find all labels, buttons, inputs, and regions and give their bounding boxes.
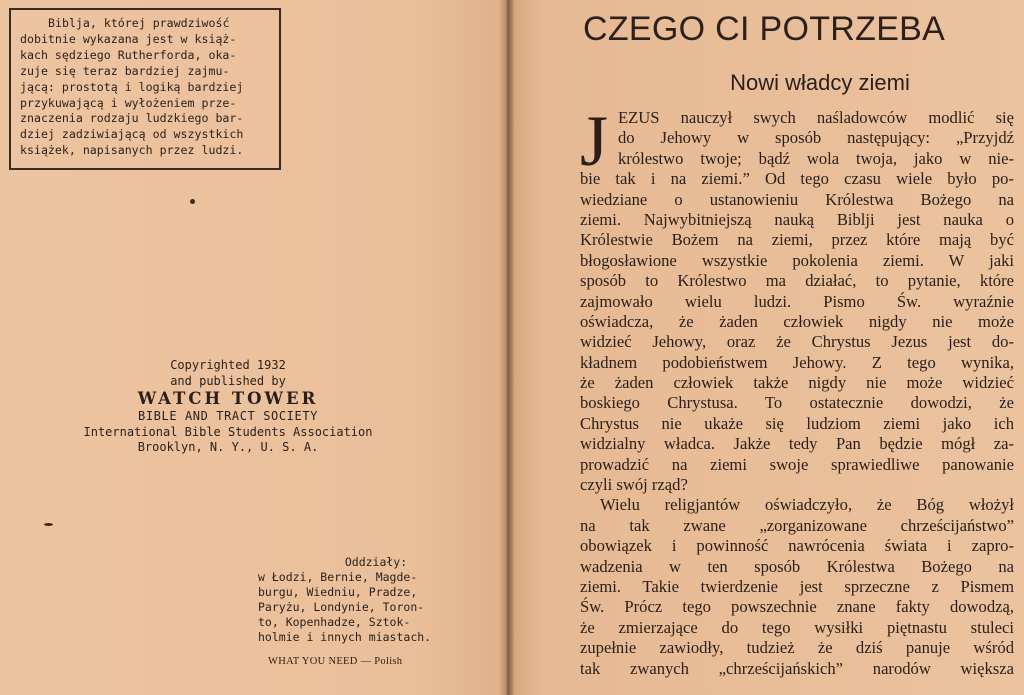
boxed-note: [9, 8, 281, 170]
copyright-line: Copyrighted 1932: [170, 358, 286, 372]
body-line: Wielu religjantów oświadczyło, że Bóg włożył: [600, 495, 1014, 515]
body-line: błogosławione wszystkie pokolenia ziemi. W jaki: [580, 250, 1014, 270]
body-text: [580, 101, 1014, 679]
book-gutter: [500, 0, 514, 695]
body-line: sposób to Królestwo ma działać, to pytanie, które: [580, 271, 1014, 291]
body-line: na tak zwane „zorganizowane chrześcijaństwo”: [580, 515, 1014, 535]
boxed-note-line: dziej zadziwiającą od wszystkich: [20, 127, 244, 142]
boxed-note-line: jącą: prostotą i logiką bardziej: [20, 79, 244, 94]
copyright-line: International Bible Students Association: [83, 424, 373, 439]
body-line: oświadcza, że żaden człowiek nigdy nie może: [580, 311, 1014, 331]
body-line: boskiego Chrystusa. To ostatecznie dowodzi, że: [580, 393, 1014, 413]
branches-line: burgu, Wiedniu, Pradze,: [258, 585, 418, 600]
chapter-title: CZEGO CI POTRZEBA: [583, 10, 946, 48]
boxed-note-line: znaczenia rodzaju ludzkiego bar-: [20, 111, 244, 126]
body-line: czyli swój rząd?: [580, 475, 688, 495]
body-line: ziemi. Najwybitniejszą nauką Biblji jest nauka o: [580, 209, 1014, 229]
body-line: wiedziane o ustanowieniu Królestwa Bożego na: [580, 189, 1014, 209]
body-line: Św. Prócz tego powszechnie znane fakty dowodzą,: [580, 597, 1014, 617]
body-line: tak zwanych „chrześcijańskich” narodów większa: [580, 658, 1014, 678]
body-line: bie tak i na ziemi.” Od tego czasu wiele było po-: [580, 169, 1014, 189]
ink-speck: [190, 199, 195, 204]
body-line: że żaden człowiek także nigdy nie może widzieć: [580, 373, 1014, 393]
copyright-line: Brooklyn, N. Y., U. S. A.: [137, 440, 319, 455]
body-line: że zmierzające do tego wysiłki piętnastu stuleci: [580, 617, 1014, 637]
boxed-note-line: przykuwającą i wyłożeniem prze-: [20, 95, 237, 110]
body-line: wadzenia w ten sposób Królestwa Bożego na: [580, 556, 1014, 576]
body-line: do Jehowy w sposób następujący: „Przyjdź: [618, 128, 1014, 148]
body-line: widzieć Jehowy, oraz że Chrystus Jezus jest do-: [580, 332, 1014, 352]
body-line: zajmowało wielu ludzi. Pismo Św. wyraźnie: [580, 291, 1014, 311]
ink-speck: [44, 523, 53, 526]
boxed-note-line: kach sędziego Rutherforda, oka-: [20, 47, 237, 62]
boxed-note-line: zuje się teraz bardziej zajmu-: [20, 63, 230, 78]
body-line: obowiązek i powinność nawrócenia świata i zapro-: [580, 536, 1014, 556]
body-line: Chrystus nie ukaże się ludziom ziemi jako ich: [580, 413, 1014, 433]
branches-line: Paryżu, Londynie, Toron-: [258, 600, 425, 615]
body-line: Królestwie Bożem na ziemi, przez które mają być: [580, 230, 1014, 250]
branches-line: holmie i innych miastach.: [258, 630, 432, 645]
body-line: królestwo twoje; bądź wola twoja, jako w nie-: [618, 148, 1014, 168]
copyright-line: BIBLE AND TRACT SOCIETY: [138, 409, 318, 424]
branches-block: [258, 555, 444, 646]
copyright-block: [40, 358, 416, 456]
body-line: zupełnie zawiodły, tudzież że dziś panuje wśród: [580, 638, 1014, 658]
boxed-note-line: dobitnie wykazana jest w książ-: [20, 31, 237, 46]
page-footer: WHAT YOU NEED — Polish: [268, 656, 403, 667]
body-line: widzialny władca. Jakże tedy Pan będzie mógł za-: [580, 434, 1014, 454]
drop-cap: J: [580, 101, 609, 181]
branches-line: w Łodzi, Bernie, Magde-: [258, 570, 418, 585]
chapter-subtitle: Nowi władcy ziemi: [730, 70, 910, 95]
boxed-note-line: Biblja, której prawdziwość: [48, 16, 230, 30]
body-line: EZUS nauczył swych naśladowców modlić się: [618, 108, 1014, 127]
publisher-name: WATCH TOWER: [137, 389, 319, 409]
body-line: kładnem podobieństwem Jehowy. Z tego wynika,: [580, 352, 1014, 372]
body-line: prowadzić na ziemi swoje sprawiedliwe panowanie: [580, 454, 1014, 474]
copyright-line: and published by: [170, 373, 286, 388]
body-line: ziemi. Takie twierdzenie jest sprzeczne z Pismem: [580, 576, 1014, 596]
branches-line: to, Kopenhadze, Sztok-: [258, 615, 411, 630]
boxed-note-line: książek, napisanych przez ludzi.: [20, 143, 244, 158]
branches-heading: Oddziały:: [344, 555, 408, 569]
